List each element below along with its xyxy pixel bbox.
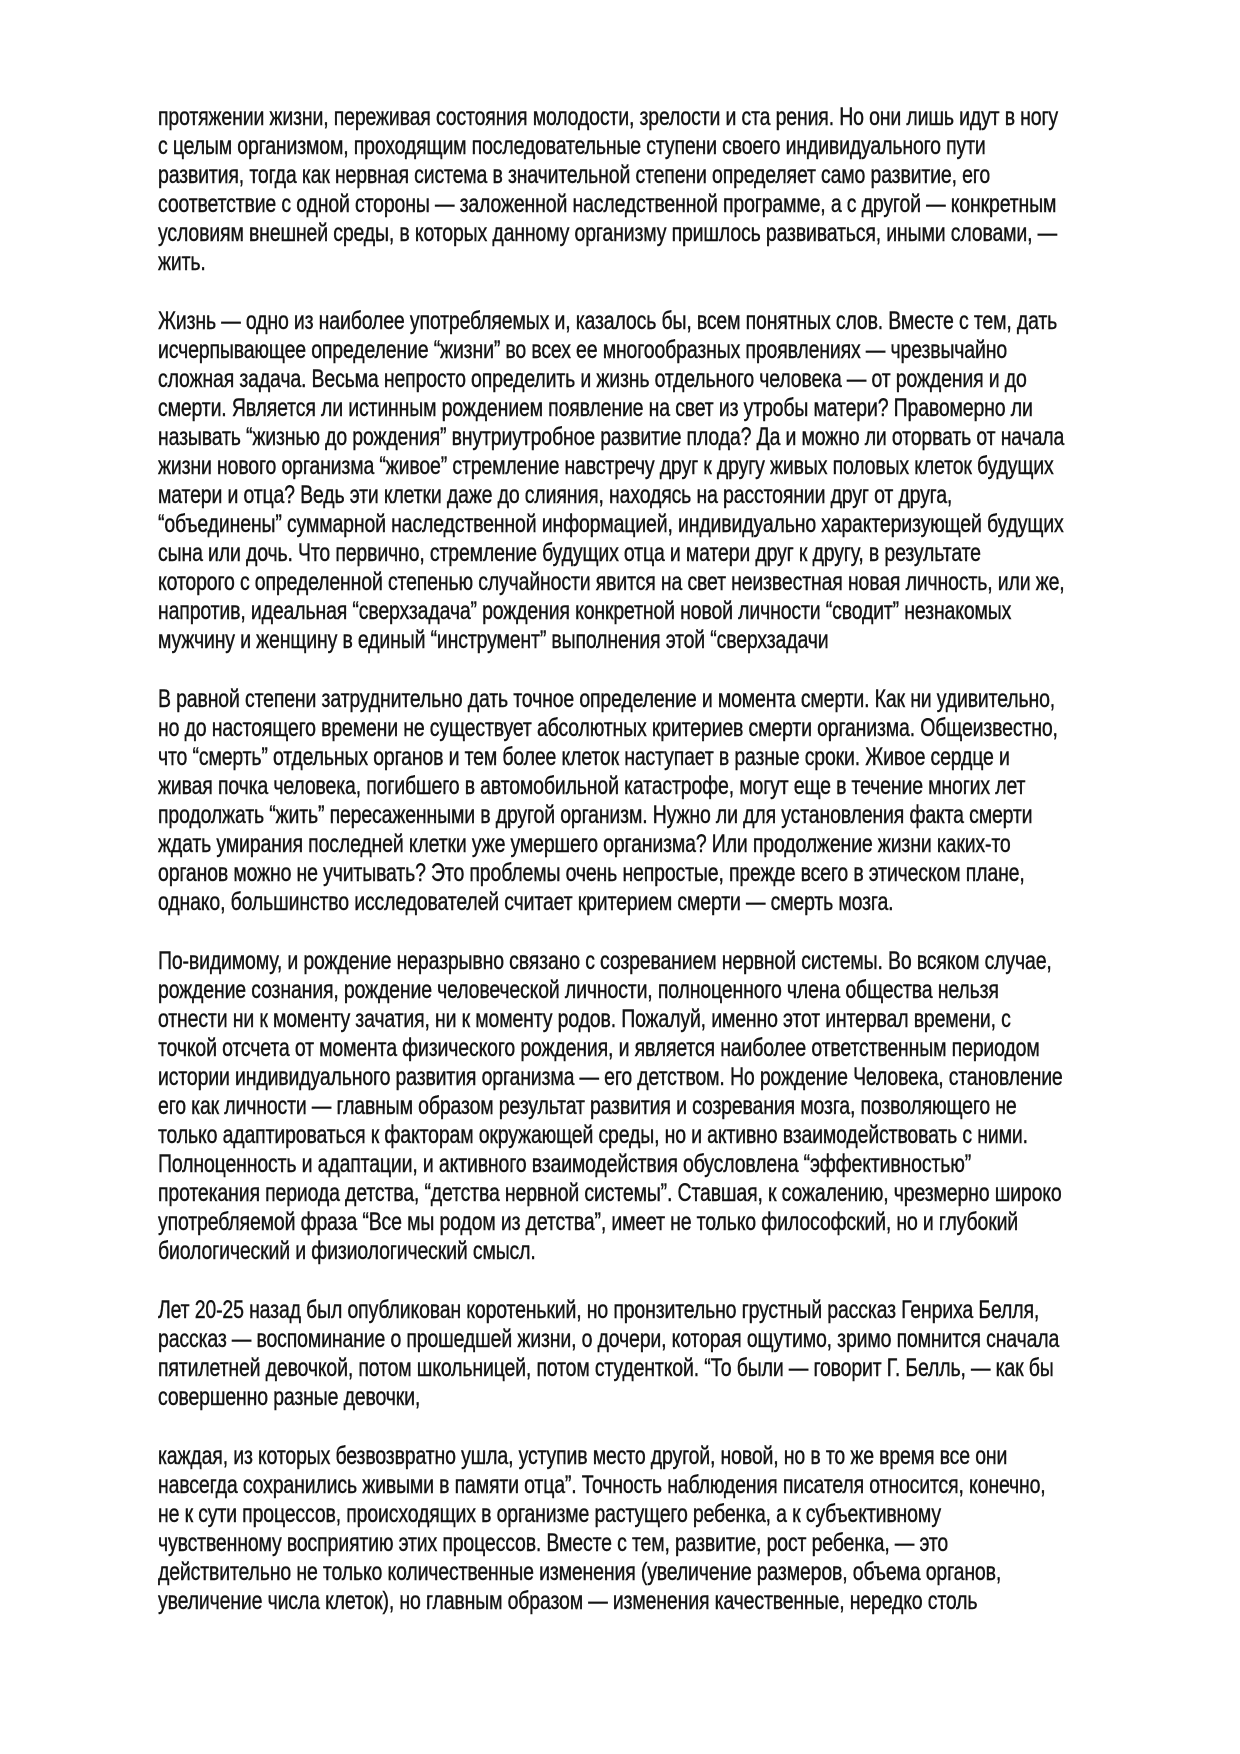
text-line: В равной степени затруднительно дать точное определение и момента смерти. Как ни удивительно, xyxy=(158,685,1056,713)
text-line: матери и отца? Ведь эти клетки даже до слияния, находясь на расстоянии друг от друга, xyxy=(158,481,953,509)
document-text xyxy=(158,103,1158,1646)
text-line: отнести ни к моменту зачатия, ни к моменту родов. Пожалуй, именно этот интервал времени, с xyxy=(158,1005,1011,1033)
text-line: Лет 20-25 назад был опубликован коротенький, но пронзительно грустный рассказ Генриха Белля, xyxy=(158,1296,1040,1324)
text-line: мужчину и женщину в единый “инструмент” выполнения этой “сверхзадачи xyxy=(158,626,829,654)
text-line: которого с определенной степенью случайности явится на свет неизвестная новая личность, или же, xyxy=(158,568,1065,596)
text-line: его как личности — главным образом результат развития и созревания мозга, позволяющего не xyxy=(158,1092,1017,1120)
text-line: пятилетней девочкой, потом школьницей, потом студенткой. “То были — говорит Г. Белль, — как бы xyxy=(158,1354,1054,1382)
text-line: По-видимому, и рождение неразрывно связано с созреванием нервной системы. Во всяком случае, xyxy=(158,947,1052,975)
text-line: развития, тогда как нервная система в значительной степени определяет само развитие, его xyxy=(158,161,991,189)
text-line: что “смерть” отдельных органов и тем более клеток наступает в разные сроки. Живое сердце и xyxy=(158,743,1010,771)
text-line: но до настоящего времени не существует абсолютных критериев смерти организма. Общеизвестно, xyxy=(158,714,1058,742)
text-line: жить. xyxy=(158,248,206,276)
text-line: жизни нового организма “живое” стремление навстречу друг к другу живых половых клеток будущих xyxy=(158,452,1054,480)
text-line: смерти. Является ли истинным рождением появление на свет из утробы матери? Правомерно ли xyxy=(158,394,1033,422)
text-line: точкой отсчета от момента физического рождения, и является наиболее ответственным периодом xyxy=(158,1034,1040,1062)
text-line: сложная задача. Весьма непросто определить и жизнь отдельного человека — от рождения и до xyxy=(158,365,1027,393)
paragraph xyxy=(158,307,1158,655)
paragraph xyxy=(158,1296,1158,1412)
text-line: только адаптироваться к факторам окружающей среды, но и активно взаимодействовать с ними. xyxy=(158,1121,1028,1149)
text-line: совершенно разные девочки, xyxy=(158,1383,421,1411)
text-line: протяжении жизни, переживая состояния молодости, зрелости и ста рения. Но они лишь идут в ногу xyxy=(158,103,1059,131)
text-line: не к сути процессов, происходящих в организме растущего ребенка, а к субъективному xyxy=(158,1500,941,1528)
paragraph xyxy=(158,1442,1158,1616)
text-line: “объединены” суммарной наследственной информацией, индивидуально характеризующей будущих xyxy=(158,510,1064,538)
text-line: ждать умирания последней клетки уже умершего организма? Или продолжение жизни каких-то xyxy=(158,830,1011,858)
text-line: рождение сознания, рождение человеческой личности, полноценного члена общества нельзя xyxy=(158,976,999,1004)
text-line: называть “жизнью до рождения” внутриутробное развитие плода? Да и можно ли оторвать от начала xyxy=(158,423,1065,451)
text-line: рассказ — воспоминание о прошедшей жизни, о дочери, которая ощутимо, зримо помнится сначала xyxy=(158,1325,1060,1353)
text-line: сына или дочь. Что первично, стремление будущих отца и матери друг к другу, в результате xyxy=(158,539,981,567)
text-line: живая почка человека, погибшего в автомобильной катастрофе, могут еще в течение многих лет xyxy=(158,772,1026,800)
text-line: действительно не только количественные изменения (увеличение размеров, объема органов, xyxy=(158,1558,1002,1586)
text-line: увеличение числа клеток), но главным образом — изменения качественные, нередко столь xyxy=(158,1587,978,1615)
paragraph xyxy=(158,947,1158,1266)
text-line: Жизнь — одно из наиболее употребляемых и, казалось бы, всем понятных слов. Вместе с тем, дать xyxy=(158,307,1058,335)
text-line: исчерпывающее определение “жизни” во всех ее многообразных проявлениях — чрезвычайно xyxy=(158,336,1008,364)
text-line: продолжать “жить” пересаженными в другой организм. Нужно ли для установления факта смерти xyxy=(158,801,1033,829)
text-line: каждая, из которых безвозвратно ушла, уступив место другой, новой, но в то же время все они xyxy=(158,1442,1008,1470)
text-line: с целым организмом, проходящим последовательные ступени своего индивидуального пути xyxy=(158,132,986,160)
text-line: протекания периода детства, “детства нервной системы”. Ставшая, к сожалению, чрезмерно широко xyxy=(158,1179,1062,1207)
text-line: условиям внешней среды, в которых данному организму пришлось развиваться, иными словами, — xyxy=(158,219,1058,247)
text-line: чувственному восприятию этих процессов. Вместе с тем, развитие, рост ребенка, — это xyxy=(158,1529,949,1557)
text-line: напротив, идеальная “сверхзадача” рождения конкретной новой личности “сводит” незнакомых xyxy=(158,597,1012,625)
text-line: соответствие с одной стороны — заложенной наследственной программе, а с другой — конкретным xyxy=(158,190,1057,218)
text-line: Полноценность и адаптации, и активного взаимодействия обусловлена “эффективностью” xyxy=(158,1150,972,1178)
text-line: однако, большинство исследователей считает критерием смерти — смерть мозга. xyxy=(158,888,894,916)
text-line: истории индивидуального развития организма — его детством. Но рождение Человека, становление xyxy=(158,1063,1063,1091)
text-line: навсегда сохранились живыми в памяти отца”. Точность наблюдения писателя относится, конечно, xyxy=(158,1471,1046,1499)
text-line: органов можно не учитывать? Это проблемы очень непростые, прежде всего в этическом плане, xyxy=(158,859,1025,887)
text-line: употребляемой фраза “Все мы родом из детства”, имеет не только философский, но и глубокий xyxy=(158,1208,1019,1236)
paragraph xyxy=(158,103,1158,277)
paragraph xyxy=(158,685,1158,917)
text-line: биологический и физиологический смысл. xyxy=(158,1237,536,1265)
